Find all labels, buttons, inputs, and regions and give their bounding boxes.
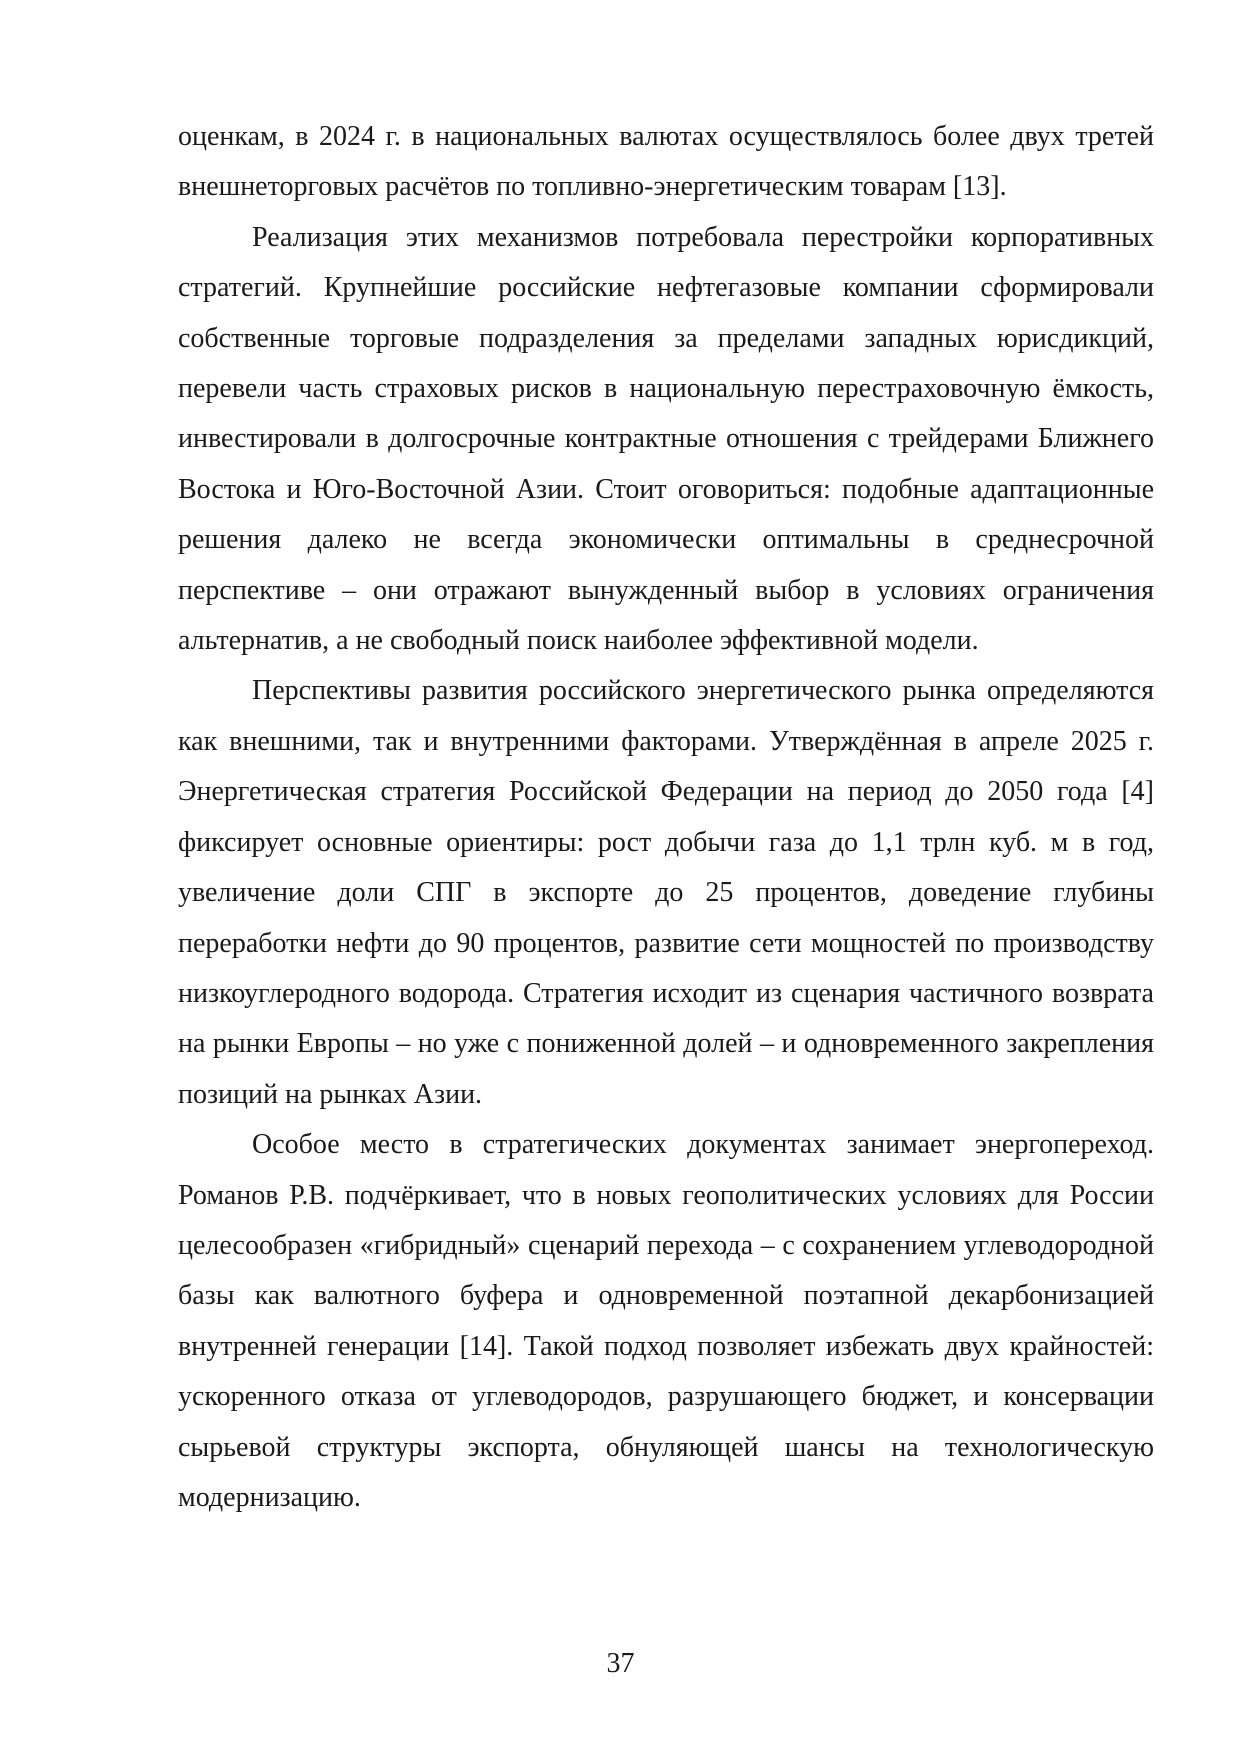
page-number: 37 <box>606 1648 635 1679</box>
paragraph-energy-transition: Особое место в стратегических документах занимает энергопереход. Романов Р.В. подчёркивает, что в новых геополитических условиях для России целесообразен «гибридный» сценарий перехода – с сохранением углеводородной базы как валютного буфера и одновременной поэтапной декарбонизацией внутренней генерации [14]. Такой подход позволяет избежать двух крайностей: ускоренного отказа от углеводородов, разрушающего бюджет, и консервации сырьевой структуры экспорта, обнуляющей шансы на технологическую модернизацию. <box>178 1129 1154 1513</box>
text-body <box>178 112 1154 1523</box>
paragraph-continuation: оценкам, в 2024 г. в национальных валютах осуществлялось более двух третей внешнеторговых расчётов по топливно-энергетическим товарам [13]. <box>178 121 1154 203</box>
paragraph-market-prospects: Перспективы развития российского энергетического рынка определяются как внешними, так и внутренними факторами. Утверждённая в апреле 2025 г. Энергетическая стратегия Российской Федерации на период до 2050 года [4] фиксирует основные ориентиры: рост добычи газа до 1,1 трлн куб. м в год, увеличение доли СПГ в экспорте до 25 процентов, доведение глубины переработки нефти до 90 процентов, развитие сети мощностей по производству низкоуглеродного водорода. Стратегия исходит из сценария частичного возврата на рынки Европы – но уже с пониженной долей – и одновременного закрепления позиций на рынках Азии. <box>178 675 1154 1110</box>
paragraph-corporate-strategies: Реализация этих механизмов потребовала перестройки корпоративных стратегий. Крупнейшие российские нефтегазовые компании сформировали собственные торговые подразделения за пределами западных юрисдикций, перевели часть страховых рисков в национальную перестраховочную ёмкость, инвестировали в долгосрочные контрактные отношения с трейдерами Ближнего Востока и Юго-Восточной Азии. Стоит оговориться: подобные адаптационные решения далеко не всегда экономически оптимальны в среднесрочной перспективе – они отражают вынужденный выбор в условиях ограничения альтернатив, а не свободный поиск наиболее эффективной модели. <box>178 221 1154 657</box>
